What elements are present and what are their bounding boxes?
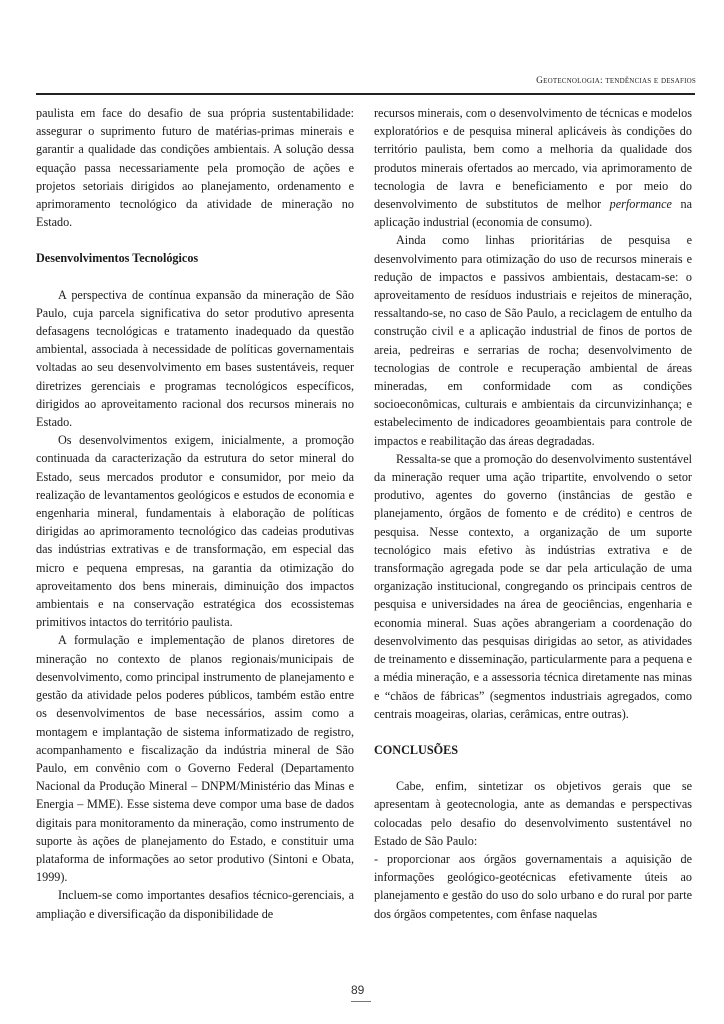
paragraph: A formulação e implementação de planos diretores de mineração no contexto de planos regionais/municipais de desenvolvimento, como principal instrumento de planejamento e gestão da atividade pelos poderes públicos, também estão entre os desenvolvimentos de base necessários, assim como a montagem e implantação de sistema informatizado de registro, acompanhamento e fiscalização da indústria mineral de São Paulo, em convênio com o Governo Federal (Departamento Nacional da Produção Mineral – DNPM/Ministério das Minas e Energia – MME). Esse sistema deve compor uma base de dados digitais para monitoramento da mineração, como instrumento de suporte às ações de planejamento do Estado, e constituir uma plataforma de informações ao setor produtivo (Sintoni e Obata, 1999). xyxy=(36,633,354,885)
running-head-title: Geotecnologia: tendências e desafios xyxy=(536,76,696,86)
right-column xyxy=(374,104,692,923)
left-column xyxy=(36,104,354,923)
list-item: - proporcionar aos órgãos governamentais a aquisição de informações geológico-geotécnicas efetivamente úteis ao planejamento e gestão do uso do solo urbano e do rural por parte dos órgãos competentes, com ênfase naquelas xyxy=(374,851,692,921)
text-run: na aplicação industrial (economia de consumo). xyxy=(374,197,692,230)
paragraph xyxy=(374,104,692,231)
paragraph: Ressalta-se que a promoção do desenvolvimento sustentável da mineração requer uma ação tripartite, envolvendo o setor produtivo, agentes do governo (instâncias de gestão e planejamento, órgãos de fomento e de crédito) e centros de pesquisa. Nesse contexto, a organização de um suporte tecnológico mais efetivo às indústrias extrativa e de transformação agregada pode se dar pela articulação de uma organização institucional, congregando os principais centros de pesquisa e universidades na área de geociências, engenharia e economia mineral. Suas ações abrangeriam a coordenação do desenvolvimento das pesquisas dirigidas ao setor, as atividades de treinamento e disseminação, particularmente para a pequena e a média mineração, e a assessoria técnica diretamente nas minas e “chãos de fábricas” (segmentos industriais agregados, como centrais moageiras, olarias, cerâmicas, entre outras). xyxy=(374,451,692,721)
page-number-underline xyxy=(351,1001,371,1002)
header-rule xyxy=(36,93,695,95)
text-run: recursos minerais, com o desenvolvimento de técnicas e modelos exploratórios e de pesquisa mineral aplicáveis às condições do território paulista, bem como a melhoria da qualidade dos produtos minerais ofertados ao mercado, via aprimoramento de tecnologia de lavra e beneficiamento e por meio do desenvolvimento de substitutos de melhor xyxy=(374,106,692,212)
paragraph: Ainda como linhas prioritárias de pesquisa e desenvolvimento para otimização do uso de recursos minerais e redução de impactos e passivos ambientais, destacam-se: o aproveitamento de resíduos industriais e rejeitos de mineração, ressaltando-se, no caso de São Paulo, a reciclagem de entulho da construção civil e a aplicação industrial de finos de portos de areia, pedreiras e serrarias de rocha; desenvolvimento de tecnologias de controle e recuperação ambiental de áreas mineradas, em conformidade com as condições socioeconômicas, culturais e ambientais da circunvizinhança; e estabelecimento de indicadores geoambientais para controle de impactos e reabilitação das áreas degradadas. xyxy=(374,233,692,448)
italic-term: performance xyxy=(609,197,672,212)
page-number: 89 xyxy=(351,983,365,997)
paragraph: Incluem-se como importantes desafios técnico-gerenciais, a ampliação e diversificação da disponibilidade de xyxy=(36,888,354,921)
paragraph: Os desenvolvimentos exigem, inicialmente, a promoção continuada da caracterização da estrutura do setor mineral do Estado, seus mercados produtor e consumidor, por meio da realização de levantamentos geológicos e estudos de economia e engenharia mineral, fundamentais à elaboração de políticas dirigidas ao aprimoramento tecnológico das cadeias produtivas das indústrias extrativas e de transformação, em especial das micro e pequena empresas, na garantia da otimização do aproveitamento dos bens minerais, diminuição dos impactos ambientais e na conservação estratégica dos ecossistemas primitivos intactos do território paulista. xyxy=(36,433,354,630)
section-heading-conclusoes: CONCLUSÕES xyxy=(374,742,458,757)
paragraph: paulista em face do desafio de sua própria sustentabilidade: assegurar o suprimento futuro de matérias-primas minerais e garantir a qualidade das condições ambientais. A solução dessa equação passa necessariamente pela promoção de ações e projetos setoriais dirigidos ao planejamento, ordenamento e aprimoramento tecnológico da atividade de mineração no Estado. xyxy=(36,106,354,230)
paragraph: A perspectiva de contínua expansão da mineração de São Paulo, cuja parcela significativa do setor produtivo apresenta defasagens tecnológicas e tratamento inadequado da questão ambiental, associada à necessidade de políticas governamentais voltadas ao seu desenvolvimento em bases sustentáveis, requer diretrizes gerenciais e programas tecnológicos específicos, dirigidos ao aproveitamento racional dos recursos minerais no Estado. xyxy=(36,287,354,430)
paragraph: Cabe, enfim, sintetizar os objetivos gerais que se apresentam à geotecnologia, ante as demandas e perspectivas colocadas pelo desafio do desenvolvimento sustentável no Estado de São Paulo: xyxy=(374,779,692,848)
section-heading-desenvolvimentos: Desenvolvimentos Tecnológicos xyxy=(36,251,199,266)
